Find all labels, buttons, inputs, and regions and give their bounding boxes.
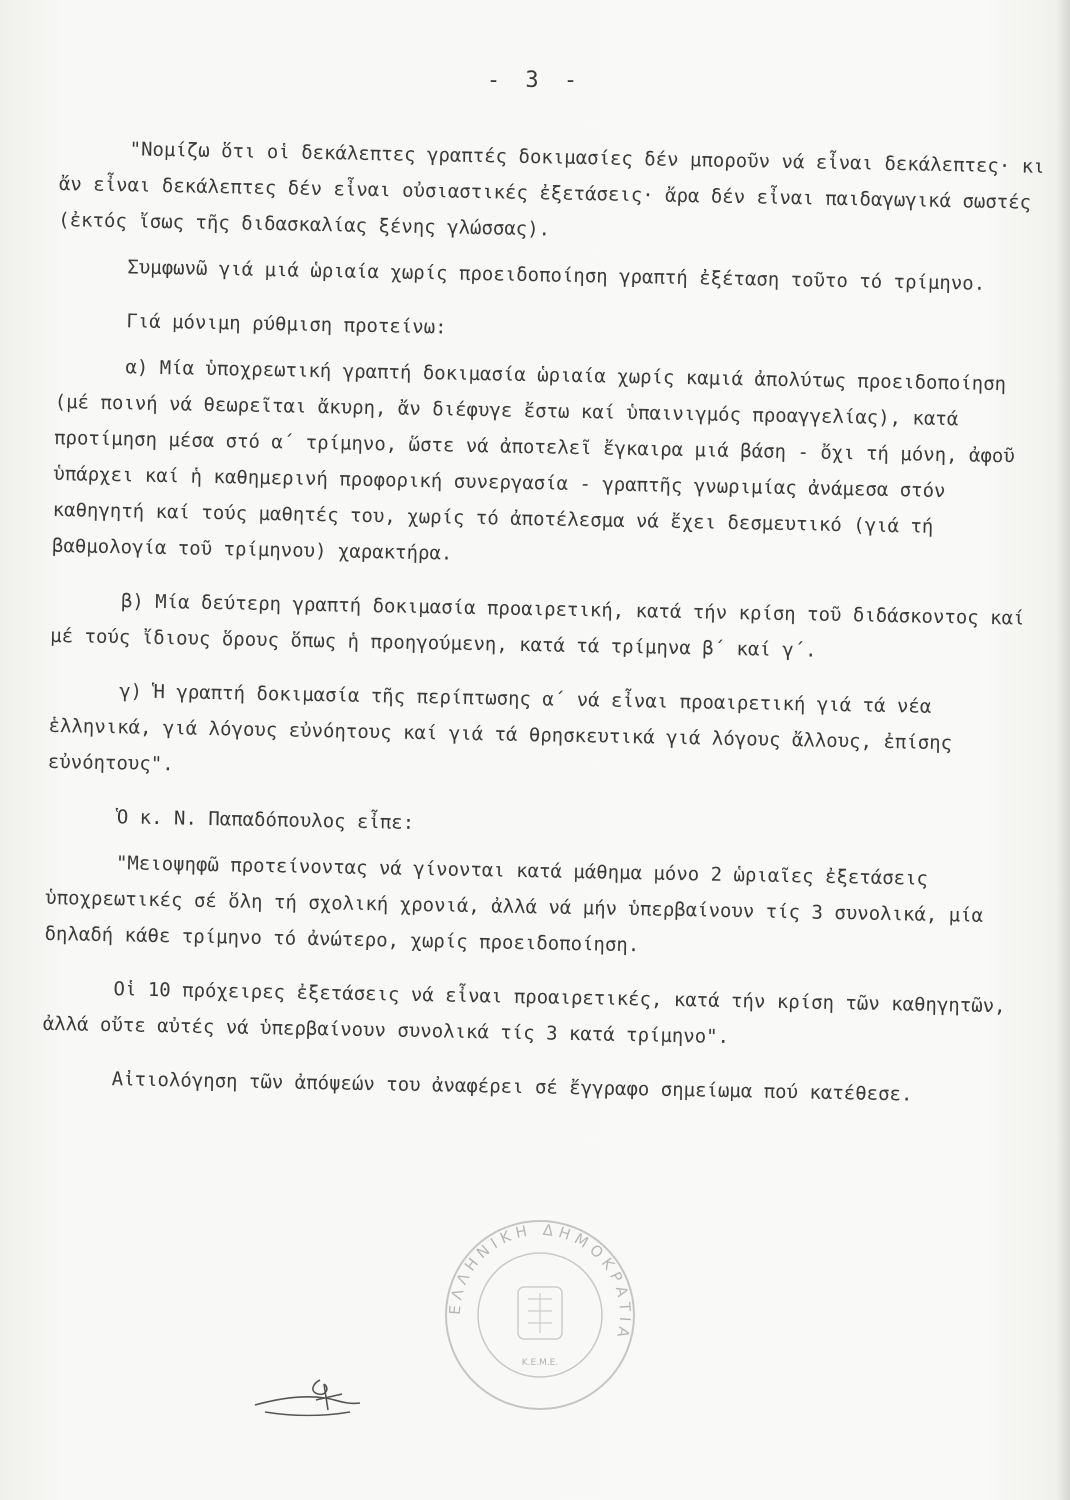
page-number: - 3 -	[486, 68, 584, 93]
paragraph-proposal-intro: Γιά μόνιμη ρύθμιση προτείνω:	[126, 310, 447, 339]
svg-text:Κ.Ε.Μ.Ε.: Κ.Ε.Μ.Ε.	[521, 1358, 559, 1368]
paragraph-item-b: β) Μία δεύτερη γραπτή δοκιμασία προαιρετική, κατά τήν κρίση τοῦ διδάσκοντος καί μέ τούς ἴδιους ὅρους ὅπως ἡ προηγούμενη, κατά τά τρίμηνα β΄ καί γ΄.	[50, 590, 1025, 662]
svg-text:ΕΛΛΗΝΙΚΗ ΔΗΜΟΚΡΑΤΙΑ: ΕΛΛΗΝΙΚΗ ΔΗΜΟΚΡΑΤΙΑ	[445, 1220, 635, 1345]
paragraph-justification: Αἰτιολόγηση τῶν ἀπόψεών του ἀναφέρει σέ ἔγγραφο σημείωμα πού κατέθεσε.	[111, 1068, 913, 1106]
page-edge-shadow	[1056, 0, 1070, 1500]
paragraph-quote-opening: "Νομίζω ὅτι οἱ δεκάλεπτες γραπτές δοκιμασίες δέν μποροῦν νά εἶναι δεκάλεπτες· κι ἄν εἶναι δεκάλεπτες δέν εἶναι οὐσιαστικές ἐξετάσεις· ἄρα δέν εἶναι παιδαγωγικά σωστές (ἐκτός ἴσως τῆς διδασκαλίας ξένης γλώσσας).	[58, 138, 1045, 241]
paragraph-item-c: γ) Ἡ γραπτή δοκιμασία τῆς περίπτωσης α΄ νά εἶναι προαιρετική γιά τά νέα ἑλληνικά, γιά λόγους εὐνόητους καί γιά τά θρησκευτικά γιά λόγους ἄλλους, ἐπίσης εὐνόητους".	[47, 680, 953, 776]
paragraph-speaker: Ὁ κ. Ν. Παπαδόπουλος εἶπε:	[116, 806, 415, 834]
document-body	[41, 130, 1050, 1133]
paragraph-informal-exams: Οἱ 10 πρόχειρες ἐξετάσεις νά εἶναι προαιρετικές, κατά τήν κρίση τῶν καθηγητῶν, ἀλλά οὔτε αὐτές νά ὑπερβαίνουν συνολικά τίς 3 κατά τρίμηνο".	[42, 978, 1006, 1049]
handwritten-signature	[250, 1360, 380, 1430]
paragraph-item-a: α) Μία ὑποχρεωτική γραπτή δοκιμασία ὡριαία χωρίς καμιά ἀπολύτως προειδοποίηση (μέ ποινή νά θεωρεῖται ἄκυρη, ἄν διέφυγε ἔστω καί ὑπαινιγμός προαγγελίας), κατά προτίμηση μέσα στό α΄ τρίμηνο, ὥστε νά ἀποτελεῖ ἔγκαιρα μιά βάση - ὄχι τή μόνη, ἀφοῦ ὑπάρχει καί ἡ καθημερινή προφορική συνεργασία - γραπτῆς γνωριμίας ἀνάμεσα στόν καθηγητή καί τούς μαθητές του, χωρίς τό ἀποτέλεσμα νά ἔχει δεσμευτικό (γιά τή βαθμολογία τοῦ τρίμηνου) χαρακτήρα.	[51, 356, 1015, 565]
paragraph-minority-opinion: "Μειοψηφῶ προτείνοντας νά γίνονται κατά μάθημα μόνο 2 ὡριαῖες ἐξετάσεις ὑποχρεωτικές σέ ὅλη τή σχολική χρονιά, ἀλλά νά μήν ὑπερβαίνουν τίς 3 συνολικά, μία δηλαδή κάθε τρίμηνο τό ἀνώτερο, χωρίς προειδοποίηση.	[44, 852, 984, 957]
paragraph-agreement: Συμφωνῶ γιά μιά ὡριαία χωρίς προειδοποίηση γραπτή ἐξέταση τοῦτο τό τρίμηνο.	[127, 256, 986, 295]
official-stamp	[440, 1215, 640, 1415]
